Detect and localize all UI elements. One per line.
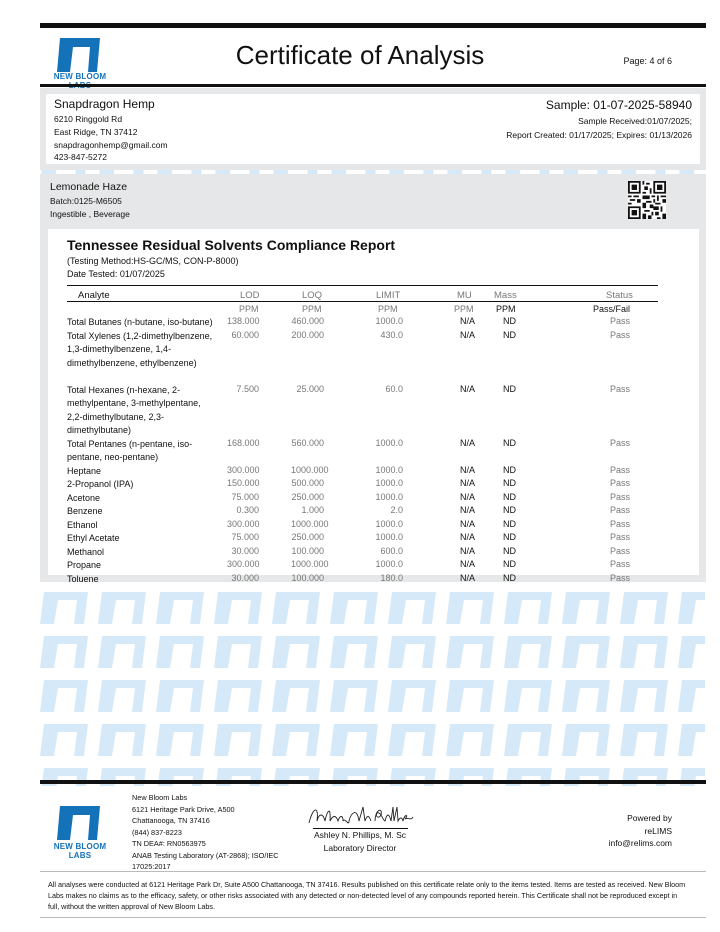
unit-limit: PPM xyxy=(378,304,398,314)
disclaimer-rule-top xyxy=(40,871,706,872)
mu-cell: N/A xyxy=(459,491,475,502)
col-header-status: Status xyxy=(606,290,633,301)
status-cell: Pass xyxy=(609,491,630,502)
watermark-logo-icon xyxy=(40,718,94,762)
watermark-logo-icon xyxy=(616,586,674,630)
watermark-logo-icon xyxy=(384,586,442,630)
watermark-logo-icon xyxy=(674,630,705,674)
watermark-logo-icon xyxy=(268,586,326,630)
client-phone: 423-847-5272 xyxy=(54,152,107,162)
lod-cell: 300.000 xyxy=(227,464,260,475)
watermark-logo-icon xyxy=(268,674,326,718)
analyte-cell: Ethanol xyxy=(67,519,98,530)
watermark-logo-icon xyxy=(558,586,616,630)
watermark-logo-icon xyxy=(152,630,210,674)
analyte-cell: Propane xyxy=(67,560,102,570)
loq-cell: 1.000 xyxy=(301,505,324,515)
status-cell: Pass xyxy=(609,329,630,340)
limit-cell: 1000.0 xyxy=(375,464,403,475)
loq-cell: 500.000 xyxy=(291,478,324,488)
footer-top-rule xyxy=(40,780,706,784)
loq-cell: 200.000 xyxy=(291,329,324,340)
watermark-logo-icon xyxy=(326,630,384,674)
analyte-cell: Ethyl Acetate xyxy=(67,533,120,543)
table-header-rule-top xyxy=(67,285,658,286)
watermark-logo-icon xyxy=(442,630,500,674)
footer-logo xyxy=(44,806,116,860)
limit-cell: 180.0 xyxy=(380,572,403,583)
powered-by-brand: reLIMS xyxy=(644,825,672,836)
watermark-logo-icon xyxy=(384,630,442,674)
watermark-logo-icon xyxy=(616,630,674,674)
watermark-logo-icon xyxy=(674,586,705,630)
page-title: Certificate of Analysis xyxy=(235,40,485,70)
residual-solvents-report xyxy=(48,229,699,584)
analyte-cell: Total Hexanes (n-hexane, 2-methylpentane, 3-methylpentane, 2,2-dimethylbutane, 2,3-dimethylbutane) xyxy=(67,384,201,435)
limit-cell: 430.0 xyxy=(380,329,403,340)
watermark-logo-icon xyxy=(268,630,326,674)
page-number: Page: 4 of 6 xyxy=(623,56,672,66)
mass-cell: ND xyxy=(503,505,516,515)
limit-cell: 1000.0 xyxy=(375,478,403,488)
lab-line: 17025:2017 xyxy=(132,862,171,871)
limit-cell: 2.0 xyxy=(390,505,403,515)
qr-code-icon xyxy=(628,181,666,219)
watermark-logo-icon xyxy=(384,718,442,762)
lab-line: (844) 837-8223 xyxy=(132,827,182,837)
watermark-logo-icon xyxy=(558,718,616,762)
mass-cell: ND xyxy=(503,437,516,448)
col-header-mass: Mass xyxy=(494,290,517,301)
watermark-logo-icon xyxy=(558,630,616,674)
col-header-limit: LIMIT xyxy=(376,290,401,301)
status-cell: Pass xyxy=(609,505,630,515)
limit-cell: 1000.0 xyxy=(375,491,403,502)
watermark-logo-icon xyxy=(152,586,210,630)
mu-cell: N/A xyxy=(459,464,475,475)
lab-line: TN DEA#: RN0563975 xyxy=(132,839,206,848)
product-batch: Batch:0125-M6505 xyxy=(50,196,122,206)
testing-method: (Testing Method:HS-GC/MS, CON-P-8000) xyxy=(67,256,239,266)
mu-cell: N/A xyxy=(459,545,475,556)
analyte-cell: 2-Propanol (IPA) xyxy=(67,479,134,489)
watermark-logo-icon xyxy=(210,674,268,718)
limit-cell: 1000.0 xyxy=(375,532,403,542)
lod-cell: 75.000 xyxy=(231,532,259,542)
lod-cell: 150.000 xyxy=(227,478,260,488)
signer-title: Laboratory Director xyxy=(323,843,397,853)
watermark-logo-icon xyxy=(442,718,500,762)
loq-cell: 250.000 xyxy=(291,491,324,502)
watermark-logo-icon xyxy=(326,718,384,762)
col-header-lod: LOD xyxy=(240,290,260,301)
lod-cell: 300.000 xyxy=(227,559,260,569)
analyte-cell: Total Pentanes (n-pentane, iso-pentane, neo-pentane) xyxy=(67,438,193,462)
watermark-logo-icon xyxy=(210,718,268,762)
unit-mu: PPM xyxy=(454,304,474,314)
status-cell: Pass xyxy=(609,545,630,556)
date-tested: Date Tested: 01/07/2025 xyxy=(67,269,165,279)
lab-line: ANAB Testing Laboratory (AT-2868); ISO/IEC xyxy=(132,850,279,860)
watermark-logo-icon xyxy=(210,586,268,630)
loq-cell: 1000.000 xyxy=(291,464,329,475)
watermark-logo-icon xyxy=(500,586,558,630)
mass-cell: ND xyxy=(503,464,516,475)
col-header-analyte: Analyte xyxy=(78,290,110,301)
limit-cell: 1000.0 xyxy=(375,559,403,569)
footer-logo-text: NEW BLOOM LABS xyxy=(53,842,107,860)
loq-cell: 1000.000 xyxy=(291,518,329,529)
status-cell: Pass xyxy=(609,572,630,583)
lod-cell: 75.000 xyxy=(231,491,259,502)
report-dates: Report Created: 01/17/2025; Expires: 01/13/2026 xyxy=(506,130,692,140)
sample-received: Sample Received:01/07/2025; xyxy=(578,116,692,126)
powered-by-block xyxy=(609,812,672,850)
header-logo xyxy=(44,38,116,82)
loq-cell: 460.000 xyxy=(291,316,324,326)
mass-cell: ND xyxy=(503,478,516,488)
watermark-logo-icon xyxy=(674,718,705,762)
table-header-rule-bottom xyxy=(67,301,658,302)
logo-text: NEW BLOOM xyxy=(53,72,107,81)
watermark-logo-icon xyxy=(326,586,384,630)
product-name: Lemonade Haze xyxy=(50,181,128,193)
watermark-logo-icon xyxy=(442,674,500,718)
col-header-mu: MU xyxy=(457,290,472,301)
lab-line: 6121 Heritage Park Drive, A500 xyxy=(132,804,235,814)
watermark-logo-icon xyxy=(674,674,705,718)
header-top-rule xyxy=(40,23,706,28)
watermark-logo-icon xyxy=(40,674,94,718)
loq-cell: 1000.000 xyxy=(291,559,329,569)
analyte-cell: Benzene xyxy=(67,506,103,516)
mass-cell: ND xyxy=(503,545,516,556)
signature-rule xyxy=(313,828,408,829)
mu-cell: N/A xyxy=(459,559,475,569)
unit-mass: PPM xyxy=(496,304,516,314)
lod-cell: 300.000 xyxy=(227,518,260,529)
mu-cell: N/A xyxy=(459,518,475,529)
mu-cell: N/A xyxy=(459,316,475,326)
watermark-logo-icon xyxy=(210,630,268,674)
disclaimer-rule-bottom xyxy=(40,917,706,918)
watermark-logo-icon xyxy=(616,718,674,762)
watermark-logo-icon xyxy=(500,674,558,718)
sample-id: Sample: 01-07-2025-58940 xyxy=(545,98,692,112)
lod-cell: 7.500 xyxy=(236,383,259,394)
product-type: Ingestible , Beverage xyxy=(50,209,130,219)
unit-status: Pass/Fail xyxy=(593,304,631,314)
mass-cell: ND xyxy=(503,383,516,394)
lod-cell: 0.300 xyxy=(236,505,259,515)
loq-cell: 100.000 xyxy=(291,572,324,583)
disclaimer-text: All analyses were conducted at 6121 Heritage Park Dr, Suite A500 Chattanooga, TN 37416. Results published on this certificate relate only to the items tested. Items are tested as received. New Bloom Labs makes no claims as to the efficacy, safety, or other risks associated with any detected or non-detected level of any compounds reported herein. This Certificate shall not be reproduced except in full, without the written approval of New Bloom Labs. xyxy=(48,880,686,911)
lod-cell: 168.000 xyxy=(227,437,260,448)
status-cell: Pass xyxy=(609,437,630,448)
mass-cell: ND xyxy=(503,572,516,583)
logo-mark-icon xyxy=(57,38,103,72)
watermark-logo-icon xyxy=(94,674,152,718)
mu-cell: N/A xyxy=(459,383,475,394)
watermark-logo-icon xyxy=(40,586,94,630)
watermark-logo-icon xyxy=(94,630,152,674)
limit-cell: 1000.0 xyxy=(375,316,403,326)
status-cell: Pass xyxy=(609,383,630,394)
watermark-logo-icon xyxy=(442,586,500,630)
loq-cell: 100.000 xyxy=(291,545,324,556)
analyte-cell: Methanol xyxy=(67,546,105,557)
watermark-logo-icon xyxy=(384,674,442,718)
lod-cell: 138.000 xyxy=(227,316,260,326)
mass-cell: ND xyxy=(503,491,516,502)
watermark-logo-icon xyxy=(616,674,674,718)
watermark-logo-icon xyxy=(558,674,616,718)
unit-loq: PPM xyxy=(302,304,322,314)
mass-cell: ND xyxy=(503,316,516,326)
col-header-loq: LOQ xyxy=(302,290,323,301)
mass-cell: ND xyxy=(503,559,516,569)
mu-cell: N/A xyxy=(459,478,475,488)
lab-address-block xyxy=(132,792,279,873)
lab-line: Chattanooga, TN 37416 xyxy=(132,816,210,825)
lod-cell: 30.000 xyxy=(231,545,259,556)
mass-cell: ND xyxy=(503,532,516,542)
loq-cell: 250.000 xyxy=(291,532,324,542)
header-bottom-rule xyxy=(40,84,706,87)
director-signature xyxy=(305,803,415,829)
analyte-cell: Total Xylenes (1,2-dimethylbenzene, 1,3-dimethylbenzene, 1,4-dimethylbenzene, ethylbenzene) xyxy=(67,330,213,368)
limit-cell: 1000.0 xyxy=(375,518,403,529)
mass-cell: ND xyxy=(503,329,516,340)
watermark-logo-icon xyxy=(40,630,94,674)
analyte-cell: Toluene xyxy=(67,573,99,584)
mass-cell: ND xyxy=(503,518,516,529)
status-cell: Pass xyxy=(609,518,630,529)
lod-cell: 60.000 xyxy=(231,329,259,340)
client-address-line2: East Ridge, TN 37412 xyxy=(54,127,138,137)
unit-lod: PPM xyxy=(239,304,259,314)
mu-cell: N/A xyxy=(459,532,475,542)
analyte-cell: Heptane xyxy=(67,465,102,476)
mu-cell: N/A xyxy=(459,505,475,515)
mu-cell: N/A xyxy=(459,437,475,448)
mu-cell: N/A xyxy=(459,572,475,583)
lab-line: New Bloom Labs xyxy=(132,793,188,802)
powered-by-label: Powered by xyxy=(627,813,672,823)
analyte-cell: Acetone xyxy=(67,492,101,503)
limit-cell: 60.0 xyxy=(385,383,403,394)
client-email: snapdragonhemp@gmail.com xyxy=(54,140,168,150)
watermark-logo-icon xyxy=(500,630,558,674)
limit-cell: 1000.0 xyxy=(375,437,403,448)
watermark-logo-icon xyxy=(500,718,558,762)
loq-cell: 560.000 xyxy=(291,437,324,448)
analyte-cell: Total Butanes (n-butane, iso-butane) xyxy=(67,317,213,327)
watermark-logo-icon xyxy=(268,718,326,762)
report-title: Tennessee Residual Solvents Compliance Report xyxy=(67,237,396,253)
watermark-logo-icon xyxy=(94,718,152,762)
status-cell: Pass xyxy=(609,316,630,326)
client-name: Snapdragon Hemp xyxy=(54,97,155,111)
limit-cell: 600.0 xyxy=(380,545,403,556)
signature-text: Ashley N Phillips xyxy=(305,803,313,804)
loq-cell: 25.000 xyxy=(296,383,324,394)
status-cell: Pass xyxy=(609,532,630,542)
status-cell: Pass xyxy=(609,478,630,488)
mu-cell: N/A xyxy=(459,329,475,340)
powered-by-email: info@relims.com xyxy=(608,838,672,848)
client-box xyxy=(46,94,700,164)
status-cell: Pass xyxy=(609,464,630,475)
status-cell: Pass xyxy=(609,559,630,569)
signer-name: Ashley N. Phillips, M. Sc xyxy=(313,830,407,840)
watermark-logo-icon xyxy=(152,674,210,718)
client-address-line1: 6210 Ringgold Rd xyxy=(54,114,123,124)
watermark-logo-icon xyxy=(94,586,152,630)
lod-cell: 30.000 xyxy=(231,572,259,583)
watermark-logo-icon xyxy=(152,718,210,762)
logo-mark-icon xyxy=(57,806,103,840)
watermark-logo-icon xyxy=(326,674,384,718)
